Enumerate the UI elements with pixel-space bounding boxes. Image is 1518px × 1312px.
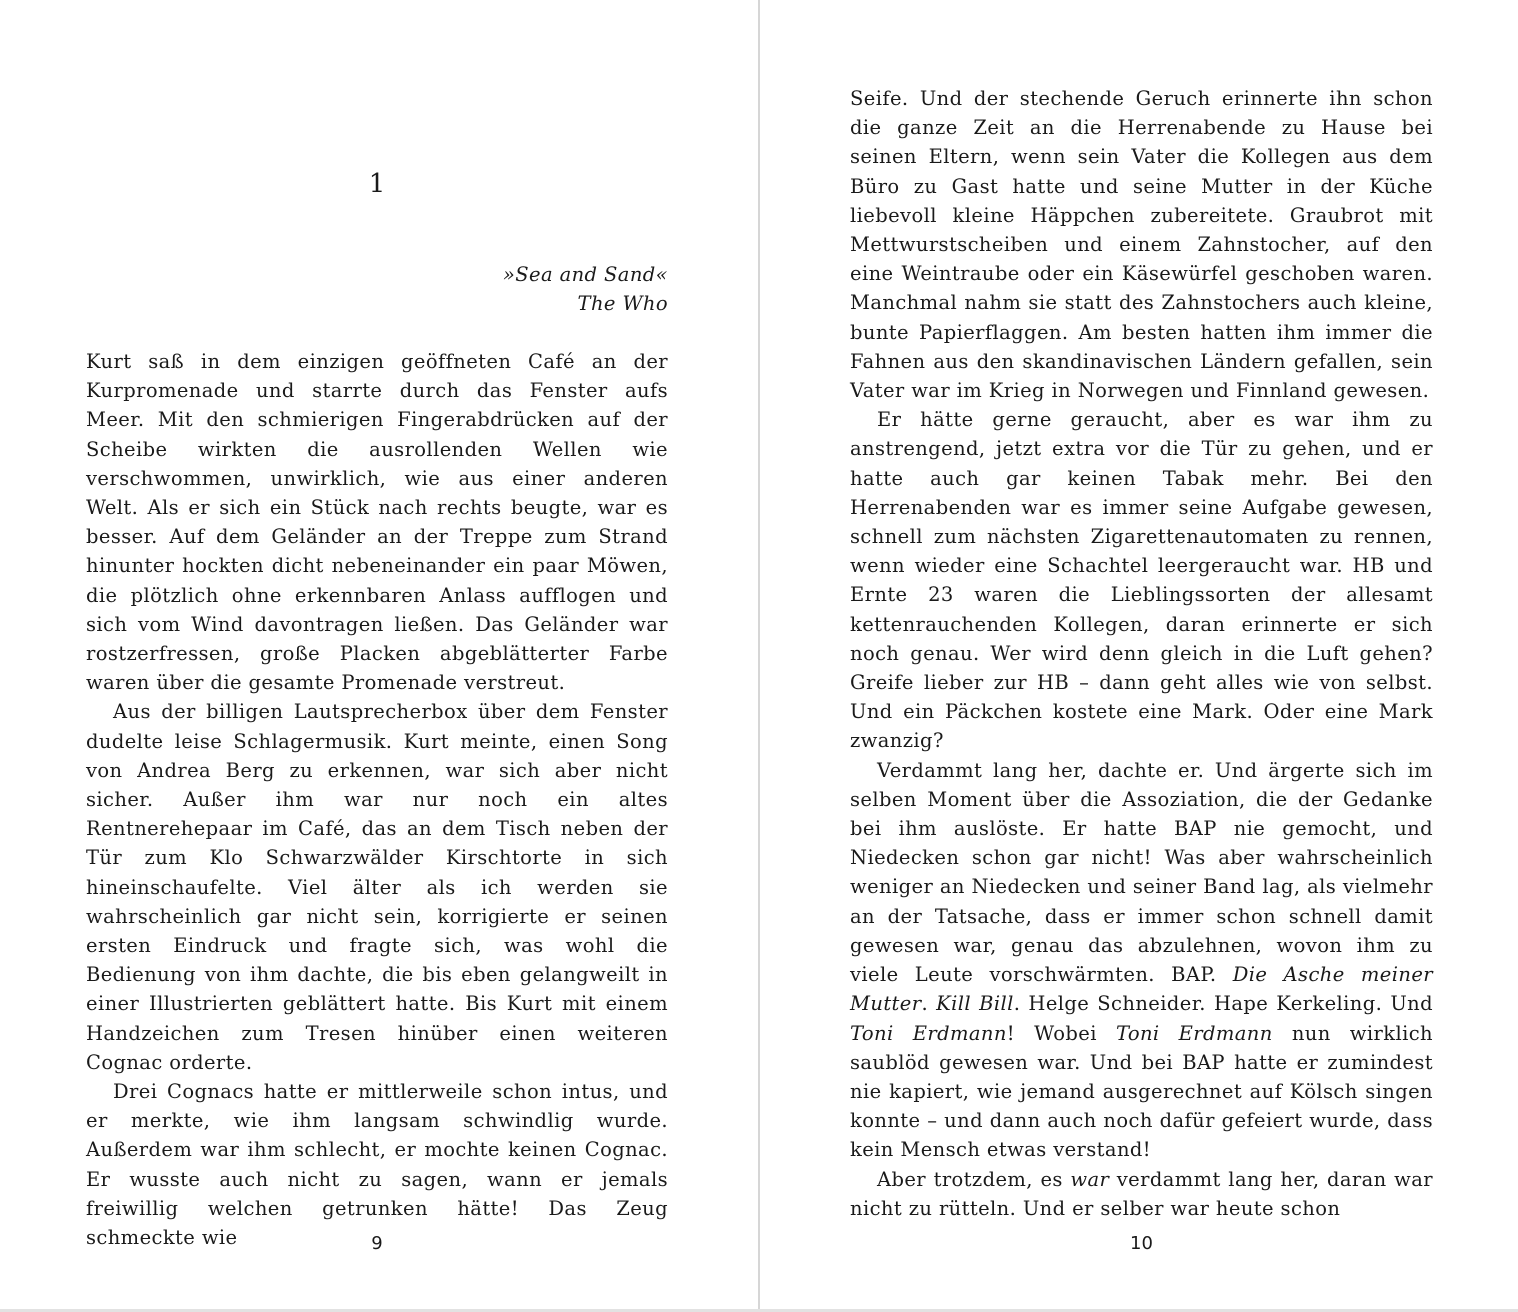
page-number-right: 10 xyxy=(1130,1233,1153,1254)
title-run: Toni Erdmann xyxy=(850,1021,1007,1045)
text-run: . xyxy=(921,992,937,1016)
text-run: ! Wobei xyxy=(1006,1021,1116,1045)
paragraph: Drei Cognacs hatte er mittlerweile schon intus, und er merkte, wie ihm langsam schwindlig wurde. Außerdem war ihm schlecht, er mochte keinen Cognac. Er wusste auch nicht zu sagen, wann er jemals freiwillig welchen getrunken hätte! Das Zeug schmeckte wie xyxy=(86,1080,668,1250)
paragraph xyxy=(850,756,1433,1165)
epigraph-artist: The Who xyxy=(577,292,668,316)
paragraph: Seife. Und der stechende Geruch erinnerte ihn schon die ganze Zeit an die Herrenabende zu Hause bei seinen Eltern, wenn sein Vater die Kollegen aus dem Büro zu Gast hatte und seine Mutter in der Küche liebevoll kleine Häppchen zubereitete. Graubrot mit Mettwurstscheiben und einem Zahnstocher, auf den eine Weintraube oder ein Käsewürfel geschoben waren. Manchmal nahm sie statt des Zahnstochers auch kleine, bunte Papierflaggen. Am besten hatten ihm immer die Fahnen aus den skandinavischen Ländern gefallen, sein Vater war im Krieg in Norwegen und Finnland gewesen. xyxy=(850,87,1433,403)
left-page xyxy=(86,0,668,1312)
paragraph: Er hätte gerne geraucht, aber es war ihm zu anstrengend, jetzt extra vor die Tür zu gehen, und er hatte auch gar keinen Tabak mehr. Bei den Herrenabenden war es immer seine Aufgabe gewesen, schnell zum nächsten Zigarettenautomaten zu rennen, wenn wieder eine Schachtel leergeraucht war. HB und Ernte 23 waren die Lieblingssorten der allesamt kettenrauchenden Kollegen, daran erinnerte er sich noch genau. Wer wird denn gleich in die Luft gehen? Greife lieber zur HB – dann geht alles wie von selbst. Und ein Päckchen kostete eine Mark. Oder eine Mark zwanzig? xyxy=(850,408,1433,753)
emphasis-run: war xyxy=(1070,1167,1110,1191)
page-number-left: 9 xyxy=(371,1233,383,1254)
epigraph xyxy=(503,260,668,318)
text-run: . Helge Schneider. Hape Kerkeling. Und xyxy=(1013,992,1434,1016)
right-body-text xyxy=(850,84,1433,1223)
text-run: verdammt lang her, daran war nicht zu rütteln. Und er selber war heute schon xyxy=(850,1167,1433,1220)
text-run: nun wirklich saublöd gewesen war. Und bei BAP hatte er zumindest nie kapiert, wie jemand ausgerechnet auf Kölsch singen konnte – und dann auch noch dafür gefeiert wurde, dass kein Mensch etwas verstand! xyxy=(850,1021,1434,1162)
left-body-text xyxy=(86,347,668,1252)
paragraph: Aus der billigen Lautsprecherbox über dem Fenster dudelte leise Schlagermusik. Kurt meinte, einen Song von Andrea Berg zu erkennen, war sich aber nicht sicher. Außer ihm war nur noch ein altes Rentnerehepaar im Café, das an dem Tisch neben der Tür zum Klo Schwarzwälder Kirschtorte in sich hineinschaufelte. Viel älter als ich werden sie wahrscheinlich gar nicht sein, korrigierte er seinen ersten Eindruck und fragte sich, was wohl die Bedienung von ihm dachte, die bis eben gelangweilt in einer Illustrierten geblättert hatte. Bis Kurt mit einem Handzeichen zum Tresen hinüber einen weiteren Cognac orderte. xyxy=(86,700,668,1074)
title-run: Die Asche meiner Mutter xyxy=(850,963,1433,1016)
epigraph-song: »Sea and Sand« xyxy=(502,263,668,286)
text-run: Aber trotzdem, es xyxy=(877,1167,1071,1191)
paragraph xyxy=(850,1165,1433,1223)
chapter-number: 1 xyxy=(368,169,386,199)
book-gutter xyxy=(758,0,760,1312)
title-run: Kill Bill xyxy=(936,992,1014,1016)
title-run: Toni Erdmann xyxy=(1115,1021,1273,1045)
text-run: Verdammt lang her, dachte er. Und ärgerte sich im selben Moment über die Assoziation, die der Gedanke bei ihm auslöste. Er hatte BAP nie gemocht, und Niedecken schon gar nicht! Was aber wahrscheinlich weniger an Niedecken und seiner Band lag, als vielmehr an der Tatsache, dass er immer schon schnell damit gewesen war, genau das abzulehnen, wovon ihm zu viele Leute vorschwärmten. BAP. xyxy=(850,758,1433,987)
paragraph: Kurt saß in dem einzigen geöffneten Café an der Kurpromenade und starrte durch das Fenster aufs Meer. Mit den schmierigen Fingerabdrücken auf der Scheibe wirkten die ausrollenden Wellen wie verschwommen, unwirklich, wie aus einer anderen Welt. Als er sich ein Stück nach rechts beugte, war es besser. Auf dem Geländer an der Treppe zum Strand hinunter hockten dicht nebeneinander ein paar Möwen, die plötzlich ohne erkennbaren Anlass aufflogen und sich vom Wind davontragen ließen. Das Geländer war rostzerfressen, große Placken abgeblätterter Farbe waren über die gesamte Promenade verstreut. xyxy=(86,350,668,695)
right-page xyxy=(850,0,1433,1312)
